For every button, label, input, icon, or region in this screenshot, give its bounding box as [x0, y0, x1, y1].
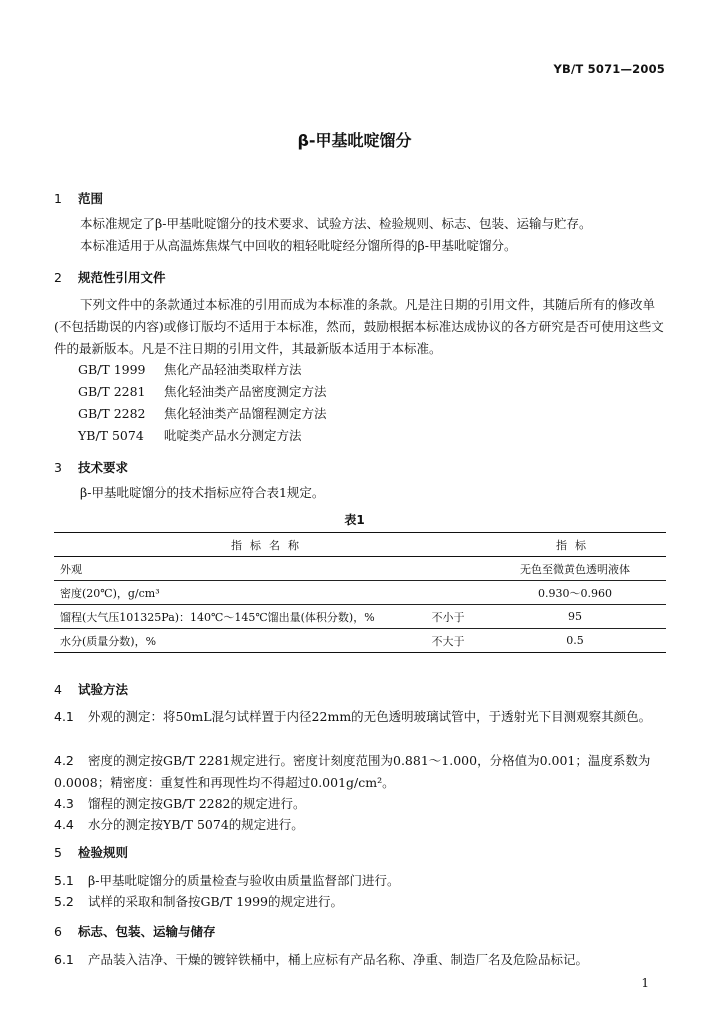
- row-value: 0.930～0.960: [484, 581, 666, 605]
- clause-text: 外观的测定：将50mL混匀试样置于内径22mm的无色透明玻璃试管中，于透射光下目测观察其颜色。: [88, 709, 652, 724]
- reference-item: [78, 404, 327, 424]
- reference-item: [78, 360, 302, 380]
- reference-code: GB/T 2281: [78, 384, 146, 399]
- row-condition: 不小于: [412, 605, 484, 629]
- reference-code: YB/T 5074: [78, 428, 144, 443]
- column-header-name: 指标名称: [54, 533, 484, 557]
- table-title: 表1: [344, 513, 365, 527]
- section-number: 6: [54, 924, 62, 939]
- row-condition: 不大于: [412, 629, 484, 653]
- clause-text: 馏程的测定按GB/T 2282的规定进行。: [88, 796, 306, 811]
- section-2-paragraph: 下列文件中的条款通过本标准的引用而成为本标准的条款。凡是注日期的引用文件，其随后所有的修改单(不包括勘误的内容)或修订版均不适用于本标准，然而，鼓励根据本标准达成协议的各方研究是否可使用这些文件的最新版本。凡是不注日期的引用文件，其最新版本适用于本标准。: [54, 297, 664, 356]
- clause-text: 产品装入洁净、干燥的镀锌铁桶中，桶上应标有产品名称、净重、制造厂名及危险品标记。: [88, 952, 589, 967]
- section-6-heading: [54, 922, 216, 940]
- section-1-heading: [54, 189, 103, 207]
- section-1-paragraph-2: 本标准适用于从高温炼焦煤气中回收的粗轻吡啶经分馏所得的β-甲基吡啶馏分。: [80, 238, 517, 253]
- row-name: 外观: [54, 557, 412, 581]
- row-value: 无色至微黄色透明液体: [484, 557, 666, 581]
- reference-title: 焦化轻油类产品馏程测定方法: [164, 406, 327, 421]
- row-condition: [412, 581, 484, 605]
- section-title: 规范性引用文件: [78, 270, 166, 285]
- column-header-value: 指标: [484, 533, 666, 557]
- table-header-row: [54, 533, 666, 557]
- section-number: 5: [54, 845, 62, 860]
- clause-4-3: [54, 794, 666, 814]
- clause-number: 4.1: [54, 709, 74, 724]
- reference-code: GB/T 2282: [78, 406, 146, 421]
- reference-title: 焦化产品轻油类取样方法: [164, 362, 302, 377]
- clause-text: 试样的采取和制备按GB/T 1999的规定进行。: [88, 894, 344, 909]
- row-value: 0.5: [484, 629, 666, 653]
- section-title: 试验方法: [78, 682, 129, 697]
- section-number: 2: [54, 270, 62, 285]
- section-number: 1: [54, 191, 62, 206]
- section-5-heading: [54, 843, 128, 861]
- row-name: 水分(质量分数)，%: [54, 629, 412, 653]
- clause-number: 4.4: [54, 817, 74, 832]
- reference-title: 吡啶类产品水分测定方法: [164, 428, 302, 443]
- clause-number: 4.2: [54, 753, 74, 768]
- row-name: 密度(20℃)，g/cm³: [54, 581, 412, 605]
- section-number: 4: [54, 682, 62, 697]
- section-1-paragraph-1: 本标准规定了β-甲基吡啶馏分的技术要求、试验方法、检验规则、标志、包装、运输与贮存。: [80, 216, 592, 231]
- clause-5-2: [54, 892, 666, 912]
- clause-4-4: [54, 815, 666, 835]
- row-value: 95: [484, 605, 666, 629]
- spec-table: [54, 532, 666, 653]
- document-title: β-甲基吡啶馏分: [297, 131, 412, 150]
- clause-text: 水分的测定按YB/T 5074的规定进行。: [88, 817, 304, 832]
- section-title: 范围: [78, 191, 104, 206]
- reference-title: 焦化轻油类产品密度测定方法: [164, 384, 327, 399]
- section-title: 标志、包装、运输与储存: [78, 924, 216, 939]
- section-2-heading: [54, 268, 166, 286]
- reference-item: [78, 382, 327, 402]
- clause-text: 密度的测定按GB/T 2281规定进行。密度计刻度范围为0.881～1.000，分格值为0.001；温度系数为0.0008；精密度：重复性和再现性均不得超过0.001g/cm²。: [54, 753, 651, 790]
- section-title: 技术要求: [78, 460, 129, 475]
- section-4-heading: [54, 680, 128, 698]
- clause-number: 6.1: [54, 952, 74, 967]
- clause-6-1: [54, 950, 666, 970]
- row-name: 馏程(大气压101325Pa)：140℃～145℃馏出量(体积分数)，%: [54, 605, 412, 629]
- table-row: [54, 629, 666, 653]
- section-title: 检验规则: [78, 845, 129, 860]
- reference-item: [78, 426, 302, 446]
- row-condition: [412, 557, 484, 581]
- table-row: [54, 557, 666, 581]
- table-row: [54, 605, 666, 629]
- clause-number: 5.2: [54, 894, 74, 909]
- reference-code: GB/T 1999: [78, 362, 146, 377]
- clause-number: 4.3: [54, 796, 74, 811]
- clause-number: 5.1: [54, 873, 74, 888]
- section-3-heading: [54, 458, 128, 476]
- section-3-paragraph: β-甲基吡啶馏分的技术指标应符合表1规定。: [80, 485, 325, 500]
- clause-4-2: [54, 750, 666, 794]
- clause-4-1: [54, 706, 666, 728]
- table-row: [54, 581, 666, 605]
- section-number: 3: [54, 460, 62, 475]
- page-number: 1: [641, 976, 649, 990]
- clause-5-1: [54, 871, 666, 891]
- document-code: YB/T 5071—2005: [553, 62, 665, 76]
- clause-text: β-甲基吡啶馏分的质量检查与验收由质量监督部门进行。: [88, 873, 400, 888]
